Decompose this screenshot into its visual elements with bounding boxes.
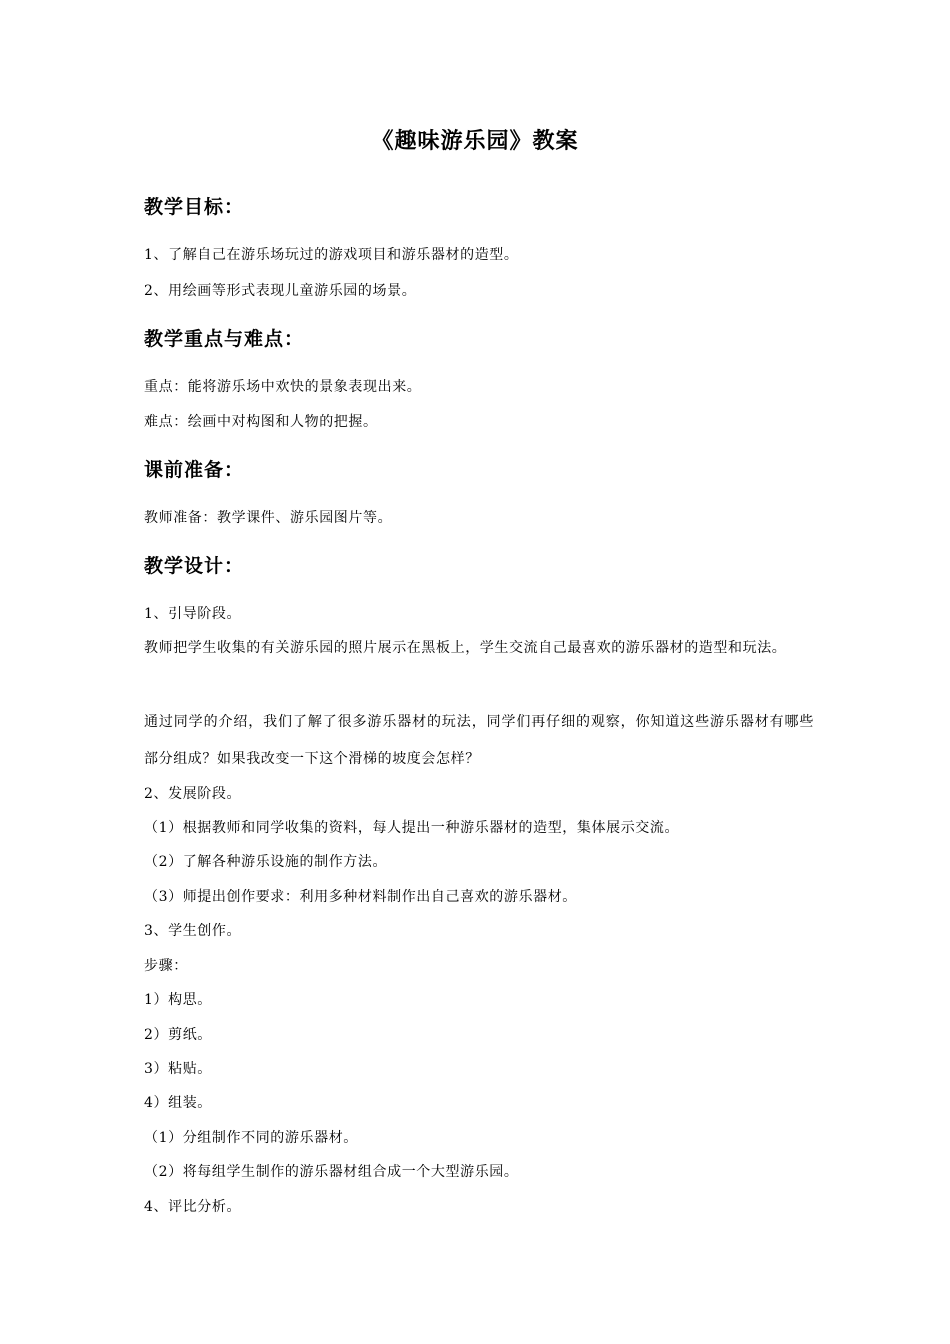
design-step-3-item: （2）将每组学生制作的游乐器材组合成一个大型游乐园。: [144, 1164, 519, 1180]
objective-item: 2、用绘画等形式表现儿童游乐园的场景。: [144, 283, 417, 299]
design-step-3-item: （1）分组制作不同的游乐器材。: [144, 1130, 358, 1146]
keypoint-item: 难点：绘画中对构图和人物的把握。: [144, 414, 378, 430]
design-step-3-item: 2）剪纸。: [144, 1027, 212, 1043]
keypoint-item: 重点：能将游乐场中欢快的景象表现出来。: [144, 379, 422, 395]
design-step-3: 3、学生创作。: [144, 923, 242, 939]
design-step-2-item: （2）了解各种游乐设施的制作方法。: [144, 854, 388, 870]
objective-item: 1、了解自己在游乐场玩过的游戏项目和游乐器材的造型。: [144, 247, 519, 263]
design-paragraph-2: 通过同学的介绍，我们了解了很多游乐器材的玩法，同学们再仔细的观察，你知道这些游乐器材有哪些部分组成？如果我改变一下这个滑梯的坡度会怎样？: [144, 714, 814, 767]
heading-design: 教学设计：: [144, 555, 245, 577]
design-step-3-item: 1）构思。: [144, 992, 212, 1008]
design-paragraph-1: 教师把学生收集的有关游乐园的照片展示在黑板上，学生交流自己最喜欢的游乐器材的造型和玩法。: [144, 640, 787, 656]
design-step-2-item: （1）根据教师和同学收集的资料，每人提出一种游乐器材的造型，集体展示交流。: [144, 820, 680, 836]
design-step-2-item: （3）师提出创作要求：利用多种材料制作出自己喜欢的游乐器材。: [144, 889, 577, 905]
heading-keypoints: 教学重点与难点：: [144, 328, 305, 350]
preparation-item: 教师准备：教学课件、游乐园图片等。: [144, 510, 393, 526]
document-title: 《趣味游乐园》教案: [371, 129, 579, 154]
design-step-4: 4、评比分析。: [144, 1199, 242, 1215]
design-step-3-item: 3）粘贴。: [144, 1061, 212, 1077]
steps-label: 步骤：: [144, 958, 188, 974]
design-step-2: 2、发展阶段。: [144, 786, 242, 802]
heading-objectives: 教学目标：: [144, 196, 245, 218]
heading-preparation: 课前准备：: [144, 459, 245, 481]
design-step-3-item: 4）组装。: [144, 1095, 212, 1111]
design-step-1: 1、引导阶段。: [144, 606, 242, 622]
